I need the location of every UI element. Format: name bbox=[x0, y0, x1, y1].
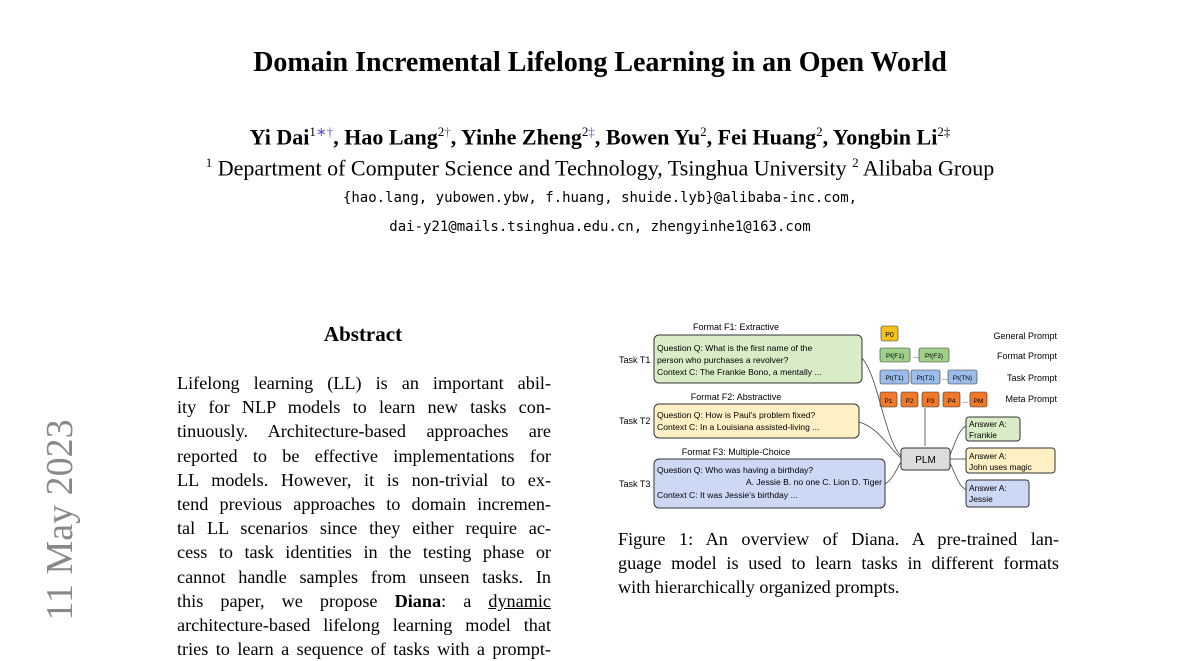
caption-line: guage model is used to learn tasks in different formats bbox=[618, 553, 1059, 574]
abstract-line: tend previous approaches to domain incremen- bbox=[177, 494, 551, 515]
task3-line: A. Jessie B. no one C. Lion D. Tiger bbox=[745, 477, 882, 487]
abstract-line: cannot handle samples from unseen tasks. In bbox=[177, 566, 551, 587]
prompt-level-label: Format Prompt bbox=[996, 351, 1057, 361]
format-label: Format F3: Multiple-Choice bbox=[681, 447, 791, 457]
paper-title: Domain Incremental Lifelong Learning in an Open World bbox=[253, 47, 947, 78]
abstract-line: tal LL scenarios since they either require ac- bbox=[177, 518, 551, 539]
ellipsis: ... bbox=[913, 353, 919, 360]
author: Yongbin Li bbox=[832, 124, 938, 150]
email-line: {hao.lang, yubowen.ybw, f.huang, shuide.lyb}@alibaba-inc.com, bbox=[342, 190, 858, 206]
caption-line: with hierarchically organized prompts. bbox=[618, 577, 900, 598]
task1-line: Question Q: What is the first name of the bbox=[657, 343, 813, 353]
task1-line: Context C: The Frankie Bono, a mentally ... bbox=[657, 367, 822, 377]
prompt-level-label: General Prompt bbox=[993, 331, 1057, 341]
abstract-heading: Abstract bbox=[323, 322, 403, 346]
arxiv-date-stamp: 11 May 2023 bbox=[39, 419, 81, 621]
meta-prompt-chip-label: PM bbox=[973, 398, 984, 405]
answer-label: Answer A: bbox=[969, 483, 1007, 493]
abstract-line: ity for NLP models to learn new tasks con- bbox=[177, 397, 551, 418]
abstract-line: this paper, we propose Diana: a dynamic bbox=[177, 590, 551, 611]
answer-value: John uses magic bbox=[969, 462, 1032, 472]
figure-1-diagram bbox=[614, 318, 1064, 513]
task-prompt-chip-label: Pt(TN) bbox=[952, 375, 973, 382]
task2-line: Question Q: How is Paul's problem fixed? bbox=[657, 410, 816, 420]
answer-value: Jessie bbox=[969, 494, 993, 504]
affiliations: $^1$ Department of Computer Science and Technology, Tsinghua University $^2$ Alibaba Group bbox=[205, 155, 995, 181]
abstract-line: LL models. However, it is non-trivial to ex- bbox=[177, 469, 551, 490]
author: Hao Lang bbox=[344, 124, 438, 150]
author: Yinhe Zheng bbox=[460, 124, 582, 150]
email-line: dai-y21@mails.tsinghua.edu.cn, zhengyinhe1@163.com bbox=[389, 219, 811, 235]
task-prompt-chip-label: Pt(T1) bbox=[885, 375, 904, 382]
task-prompt-chip-label: Pt(T2) bbox=[916, 375, 935, 382]
task-label: Task T1 bbox=[619, 355, 651, 365]
author: Bowen Yu bbox=[605, 124, 701, 150]
task-label: Task T2 bbox=[619, 416, 651, 426]
meta-prompt-chip-label: P1 bbox=[884, 398, 893, 405]
abstract-line: architecture-based lifelong learning model that bbox=[177, 615, 551, 636]
ellipsis: ... bbox=[962, 398, 968, 405]
format-prompt-chip-label: Pf(F1) bbox=[885, 353, 905, 360]
model-name: Diana bbox=[394, 590, 442, 611]
plm-label: PLM bbox=[915, 455, 936, 466]
format-label: Format F1: Extractive bbox=[692, 322, 780, 332]
answer-value: Frankie bbox=[969, 430, 997, 440]
caption-line: Figure 1: An overview of Diana. A pre-trained lan- bbox=[618, 529, 1059, 549]
abstract-line: tinuously. Architecture-based approaches are bbox=[177, 421, 551, 442]
prompt-level-label: Meta Prompt bbox=[1005, 394, 1057, 404]
author: Yi Dai bbox=[249, 124, 310, 150]
general-prompt-chip-label: P0 bbox=[885, 332, 894, 339]
answer-label: Answer A: bbox=[969, 419, 1007, 429]
answer-label: Answer A: bbox=[969, 451, 1007, 461]
task1-line: person who purchases a revolver? bbox=[657, 355, 789, 365]
task2-line: Context C: In a Louisiana assisted-living ... bbox=[657, 422, 820, 432]
meta-prompt-chip-label: P3 bbox=[926, 398, 935, 405]
meta-prompt-chip-label: P2 bbox=[905, 398, 914, 405]
author-list: Yi Dai$^{1∗\dagger}$, Hao Lang$^{2\dagger}$, Yinhe Zheng$^{2\ddagger}$, Bowen Yu$^2$, Fei Huang$^2$, Yongbin $Li^{2\ddagger}$ bbox=[249, 124, 951, 150]
prompt-level-label: Task Prompt bbox=[1006, 373, 1057, 383]
ellipsis: ... bbox=[942, 375, 948, 382]
task-label: Task T3 bbox=[619, 479, 651, 489]
abstract-line: reported to be effective implementations for bbox=[177, 445, 551, 466]
meta-prompt-chip-label: P4 bbox=[947, 398, 956, 405]
figure-caption bbox=[618, 527, 1059, 600]
abstract-line: cess to task identities in the testing phase or bbox=[177, 542, 551, 563]
abstract-line: tries to learn a sequence of tasks with a prompt- bbox=[177, 639, 551, 660]
format-prompt-chip-label: Pf(F3) bbox=[924, 353, 944, 360]
abstract-body bbox=[177, 371, 551, 661]
format-label: Format F2: Abstractive bbox=[690, 392, 782, 402]
task3-line: Question Q: Who was having a birthday? bbox=[657, 465, 814, 475]
author: Fei Huang bbox=[717, 124, 817, 150]
task3-line: Context C: It was Jessie's birthday ... bbox=[657, 490, 798, 500]
abstract-line: Lifelong learning (LL) is an important abil- bbox=[177, 373, 551, 393]
